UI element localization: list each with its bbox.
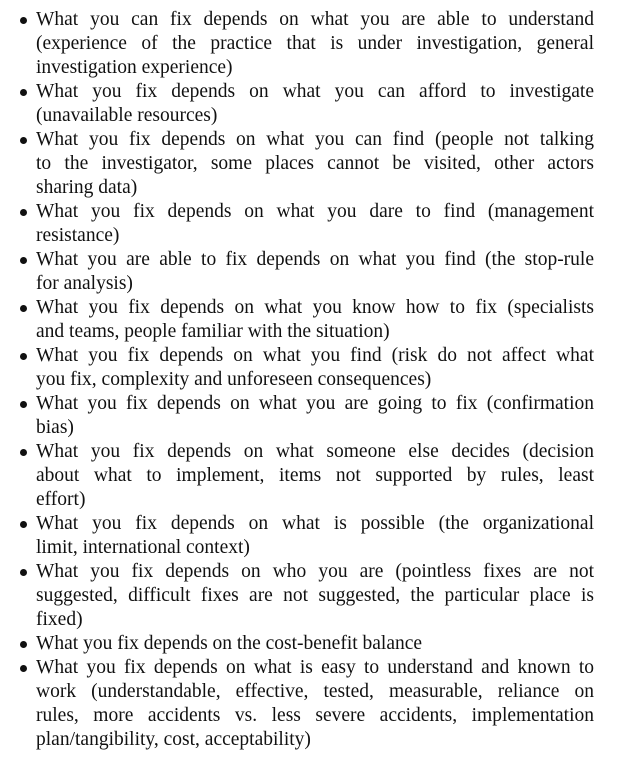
list-item bbox=[0, 80, 620, 128]
list-item-line: and teams, people familiar with the situation) bbox=[36, 321, 390, 342]
list-item-line: resistance) bbox=[36, 225, 120, 246]
list-item-line: (unavailable resources) bbox=[36, 105, 218, 126]
list-item-line: What you are able to fix depends on what you find (the stop-rule bbox=[36, 249, 594, 270]
list-item bbox=[0, 632, 620, 656]
bullet-icon bbox=[20, 665, 27, 672]
list-item-line: you fix, complexity and unforeseen consequences) bbox=[36, 369, 432, 390]
list-item bbox=[0, 560, 620, 632]
list-item-line: plan/tangibility, cost, acceptability) bbox=[36, 729, 311, 750]
list-item-line: What you fix depends on what you dare to find (management bbox=[36, 201, 594, 222]
bullet-icon bbox=[20, 257, 27, 264]
list-item-line: What you fix depends on what you are going to fix (confirmation bbox=[36, 393, 594, 414]
list-item bbox=[0, 128, 620, 200]
bullet-icon bbox=[20, 305, 27, 312]
list-item bbox=[0, 440, 620, 512]
list-item-line: What you fix depends on what is easy to understand and known to bbox=[36, 657, 594, 678]
list-item-line: rules, more accidents vs. less severe accidents, implementation bbox=[36, 705, 594, 726]
list-item bbox=[0, 8, 620, 80]
list-item bbox=[0, 656, 620, 752]
list-item bbox=[0, 344, 620, 392]
list-item-line: to the investigator, some places cannot be visited, other actors bbox=[36, 153, 594, 174]
list-item bbox=[0, 296, 620, 344]
bullet-icon bbox=[20, 569, 27, 576]
list-item-line: work (understandable, effective, tested, measurable, reliance on bbox=[36, 681, 594, 702]
list-item bbox=[0, 512, 620, 560]
list-item-line: What you fix depends on what you find (risk do not affect what bbox=[36, 345, 594, 366]
list-item-line: for analysis) bbox=[36, 273, 133, 294]
bullet-icon bbox=[20, 521, 27, 528]
list-item-line: sharing data) bbox=[36, 177, 138, 198]
list-item bbox=[0, 392, 620, 440]
list-item-line: What you can fix depends on what you are able to understand bbox=[36, 9, 594, 30]
list-item-line: limit, international context) bbox=[36, 537, 250, 558]
bullet-icon bbox=[20, 209, 27, 216]
list-item-line: What you fix depends on the cost-benefit balance bbox=[36, 633, 423, 654]
bullet-icon bbox=[20, 401, 27, 408]
list-item-line: (experience of the practice that is under investigation, general bbox=[36, 33, 594, 54]
list-item-line: fixed) bbox=[36, 609, 83, 630]
list-item bbox=[0, 248, 620, 296]
list-item-line: What you fix depends on who you are (pointless fixes are not bbox=[36, 561, 594, 582]
list-item-line: What you fix depends on what someone else decides (decision bbox=[36, 441, 594, 462]
list-item-line: bias) bbox=[36, 417, 74, 438]
list-item-line: What you fix depends on what you know how to fix (specialists bbox=[36, 297, 594, 318]
bullet-list bbox=[0, 8, 620, 752]
list-item-line: about what to implement, items not supported by rules, least bbox=[36, 465, 594, 486]
bullet-icon bbox=[20, 641, 27, 648]
bullet-icon bbox=[20, 449, 27, 456]
bullet-icon bbox=[20, 17, 27, 24]
list-item-line: What you fix depends on what you can find (people not talking bbox=[36, 129, 594, 150]
bullet-icon bbox=[20, 89, 27, 96]
list-item-line: suggested, difficult fixes are not suggested, the particular place is bbox=[36, 585, 594, 606]
bullet-icon bbox=[20, 137, 27, 144]
bullet-icon bbox=[20, 353, 27, 360]
list-item-line: What you fix depends on what you can afford to investigate bbox=[36, 81, 594, 102]
list-item-line: investigation experience) bbox=[36, 57, 233, 78]
list-item-line: effort) bbox=[36, 489, 86, 510]
list-item bbox=[0, 200, 620, 248]
list-item-line: What you fix depends on what is possible (the organizational bbox=[36, 513, 594, 534]
